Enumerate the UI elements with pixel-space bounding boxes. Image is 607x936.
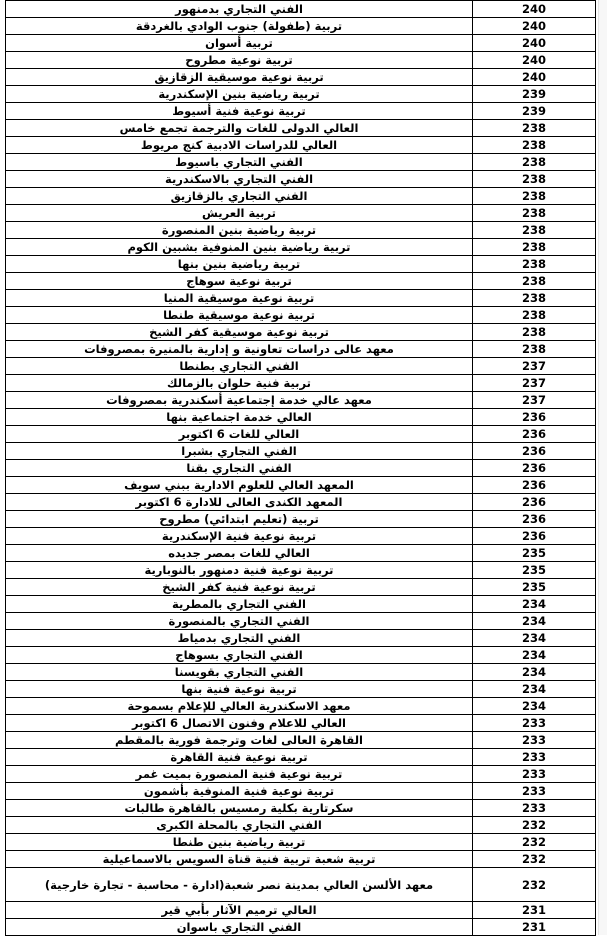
table-row — [6, 715, 596, 732]
table-row — [6, 86, 596, 103]
table-row — [6, 919, 596, 936]
score-cell: 232 — [473, 834, 596, 851]
score-cell: 236 — [473, 511, 596, 528]
score-cell: 236 — [473, 409, 596, 426]
institute-name-cell: تربية رياضية بنين طنطا — [6, 834, 473, 851]
score-cell: 238 — [473, 188, 596, 205]
score-cell: 236 — [473, 494, 596, 511]
institute-name-cell: تربية (تعليم ابتدائي) مطروح — [6, 511, 473, 528]
table-row — [6, 698, 596, 715]
institute-name-cell: تربية نوعية موسيقية كفر الشيخ — [6, 324, 473, 341]
institute-name-cell: تربية نوعية فنية المنصورة بميت غمر — [6, 766, 473, 783]
score-cell: 234 — [473, 630, 596, 647]
score-cell: 238 — [473, 137, 596, 154]
score-cell: 231 — [473, 902, 596, 919]
institute-name-cell: تربية نوعية موسيقية المنيا — [6, 290, 473, 307]
results-table-body — [6, 1, 596, 936]
score-cell: 238 — [473, 307, 596, 324]
table-row — [6, 613, 596, 630]
score-cell: 234 — [473, 698, 596, 715]
score-cell: 238 — [473, 120, 596, 137]
institute-name-cell: تربية أسوان — [6, 35, 473, 52]
institute-name-cell: الفني التجاري بقنا — [6, 460, 473, 477]
score-cell: 239 — [473, 103, 596, 120]
table-row — [6, 562, 596, 579]
table-row — [6, 477, 596, 494]
table-row — [6, 205, 596, 222]
institute-name-cell: معهد الألسن العالي بمدينة نصر شعبة(ادارة - محاسبة - تجارة خارجية) — [6, 868, 473, 902]
table-row — [6, 426, 596, 443]
score-cell: 235 — [473, 579, 596, 596]
score-cell: 237 — [473, 392, 596, 409]
table-row — [6, 647, 596, 664]
score-cell: 236 — [473, 477, 596, 494]
institute-name-cell: تربية العريش — [6, 205, 473, 222]
score-cell: 238 — [473, 205, 596, 222]
table-row — [6, 290, 596, 307]
score-cell: 232 — [473, 817, 596, 834]
table-row — [6, 256, 596, 273]
table-row — [6, 1, 596, 18]
table-row — [6, 851, 596, 868]
score-cell: 238 — [473, 222, 596, 239]
institute-name-cell: العالي للغات 6 اكتوبر — [6, 426, 473, 443]
score-cell: 237 — [473, 375, 596, 392]
score-cell: 234 — [473, 681, 596, 698]
score-cell: 234 — [473, 664, 596, 681]
table-row — [6, 273, 596, 290]
score-cell: 240 — [473, 69, 596, 86]
table-row — [6, 52, 596, 69]
institute-name-cell: تربية نوعية فنية بنها — [6, 681, 473, 698]
score-cell: 237 — [473, 358, 596, 375]
institute-name-cell: تربية نوعية فنية كفر الشيخ — [6, 579, 473, 596]
table-row — [6, 732, 596, 749]
table-row — [6, 69, 596, 86]
institute-name-cell: تربية شعبة تربية فنية قناة السويس بالاسماعيلية — [6, 851, 473, 868]
table-row — [6, 324, 596, 341]
institute-name-cell: تربية نوعية فنية الإسكندرية — [6, 528, 473, 545]
table-row — [6, 137, 596, 154]
score-cell: 234 — [473, 596, 596, 613]
institute-name-cell: تربية نوعية مطروح — [6, 52, 473, 69]
score-cell: 238 — [473, 171, 596, 188]
score-cell: 240 — [473, 52, 596, 69]
institute-name-cell: تربية رياضية بنين الإسكندرية — [6, 86, 473, 103]
table-row — [6, 35, 596, 52]
table-row — [6, 834, 596, 851]
score-cell: 234 — [473, 613, 596, 630]
score-cell: 234 — [473, 647, 596, 664]
institute-name-cell: الفني التجاري بشبرا — [6, 443, 473, 460]
score-cell: 238 — [473, 239, 596, 256]
score-cell: 238 — [473, 341, 596, 358]
score-cell: 231 — [473, 919, 596, 936]
page-edge — [598, 0, 607, 935]
score-cell: 233 — [473, 715, 596, 732]
score-cell: 232 — [473, 868, 596, 902]
institute-name-cell: الفني التجاري بقويسنا — [6, 664, 473, 681]
institute-name-cell: العالي الدولى للغات والترجمة تجمع خامس — [6, 120, 473, 137]
score-cell: 233 — [473, 766, 596, 783]
institute-name-cell: العالي للدراسات الادبية كنج مريوط — [6, 137, 473, 154]
institute-name-cell: العالي خدمة اجتماعية بنها — [6, 409, 473, 426]
table-row — [6, 443, 596, 460]
institute-name-cell: تربية نوعية فنية القاهرة — [6, 749, 473, 766]
institute-name-cell: الفني التجاري باسيوط — [6, 154, 473, 171]
institute-name-cell: تربية فنية حلوان بالزمالك — [6, 375, 473, 392]
table-row — [6, 18, 596, 35]
score-cell: 240 — [473, 1, 596, 18]
institute-name-cell: معهد الاسكندرية العالي للإعلام بسموحة — [6, 698, 473, 715]
institute-name-cell: المعهد العالي للعلوم الادارية ببني سويف — [6, 477, 473, 494]
score-cell: 236 — [473, 460, 596, 477]
institute-name-cell: الفني التجاري باسوان — [6, 919, 473, 936]
table-row — [6, 545, 596, 562]
table-row — [6, 222, 596, 239]
institute-name-cell: الفني التجاري بالمنصورة — [6, 613, 473, 630]
score-cell: 238 — [473, 324, 596, 341]
institute-name-cell: الفني التجاري بسوهاج — [6, 647, 473, 664]
institute-name-cell: الفني التجاري بالزقازيق — [6, 188, 473, 205]
score-cell: 236 — [473, 528, 596, 545]
institute-name-cell: الفني التجاري بالمطرية — [6, 596, 473, 613]
institute-name-cell: تربية نوعية موسيقية طنطا — [6, 307, 473, 324]
table-row — [6, 375, 596, 392]
table-row — [6, 239, 596, 256]
score-cell: 233 — [473, 732, 596, 749]
results-table — [5, 0, 596, 936]
table-row — [6, 307, 596, 324]
table-row — [6, 154, 596, 171]
table-row — [6, 494, 596, 511]
institute-name-cell: تربية رياضية بنين المنوفية بشبين الكوم — [6, 239, 473, 256]
institute-name-cell: تربية رياضية بنين بنها — [6, 256, 473, 273]
score-cell: 235 — [473, 545, 596, 562]
table-row — [6, 409, 596, 426]
table-row — [6, 766, 596, 783]
score-cell: 236 — [473, 443, 596, 460]
institute-name-cell: تربية نوعية فنية المنوفية بأشمون — [6, 783, 473, 800]
table-row — [6, 630, 596, 647]
score-cell: 233 — [473, 749, 596, 766]
institute-name-cell: تربية (طفولة) جنوب الوادي بالغردقة — [6, 18, 473, 35]
institute-name-cell: الفني التجاري بالمحلة الكبرى — [6, 817, 473, 834]
table-row — [6, 358, 596, 375]
institute-name-cell: تربية نوعية فنية أسيوط — [6, 103, 473, 120]
institute-name-cell: تربية نوعية سوهاج — [6, 273, 473, 290]
table-row — [6, 902, 596, 919]
table-row — [6, 341, 596, 358]
institute-name-cell: تربية نوعية موسيقية الزقازيق — [6, 69, 473, 86]
table-row — [6, 868, 596, 902]
score-cell: 240 — [473, 18, 596, 35]
score-cell: 238 — [473, 290, 596, 307]
table-row — [6, 460, 596, 477]
table-row — [6, 681, 596, 698]
score-cell: 236 — [473, 426, 596, 443]
institute-name-cell: المعهد الكندى العالى للادارة 6 اكتوبر — [6, 494, 473, 511]
score-cell: 233 — [473, 800, 596, 817]
table-row — [6, 120, 596, 137]
institute-name-cell: الفني التجاري بدمنهور — [6, 1, 473, 18]
table-row — [6, 511, 596, 528]
institute-name-cell: معهد عالى دراسات تعاونية و إدارية بالمنيرة بمصروفات — [6, 341, 473, 358]
table-row — [6, 579, 596, 596]
score-cell: 240 — [473, 35, 596, 52]
institute-name-cell: معهد عالي خدمة إجتماعية أسكندرية بمصروفات — [6, 392, 473, 409]
institute-name-cell: الفني التجاري بطنطا — [6, 358, 473, 375]
score-cell: 238 — [473, 154, 596, 171]
table-row — [6, 800, 596, 817]
table-row — [6, 596, 596, 613]
institute-name-cell: العالي للاعلام وفنون الاتصال 6 اكتوبر — [6, 715, 473, 732]
table-row — [6, 783, 596, 800]
table-row — [6, 392, 596, 409]
table-row — [6, 188, 596, 205]
institute-name-cell: الفني التجاري بدمياط — [6, 630, 473, 647]
score-cell: 239 — [473, 86, 596, 103]
table-row — [6, 171, 596, 188]
institute-name-cell: العالي ترميم الآثار بأبي قير — [6, 902, 473, 919]
score-cell: 238 — [473, 256, 596, 273]
institute-name-cell: الفني التجاري بالاسكندرية — [6, 171, 473, 188]
table-row — [6, 817, 596, 834]
institute-name-cell: العالي للغات بمصر جديده — [6, 545, 473, 562]
table-row — [6, 749, 596, 766]
institute-name-cell: سكرتارية بكلية رمسيس بالقاهرة طالبات — [6, 800, 473, 817]
institute-name-cell: تربية رياضية بنين المنصورة — [6, 222, 473, 239]
score-cell: 238 — [473, 273, 596, 290]
score-cell: 232 — [473, 851, 596, 868]
table-row — [6, 528, 596, 545]
score-cell: 233 — [473, 783, 596, 800]
institute-name-cell: القاهرة العالى لغات وترجمة فورية بالمقطم — [6, 732, 473, 749]
score-cell: 235 — [473, 562, 596, 579]
table-row — [6, 103, 596, 120]
institute-name-cell: تربية نوعية فنية دمنهور بالنوبارية — [6, 562, 473, 579]
table-row — [6, 664, 596, 681]
